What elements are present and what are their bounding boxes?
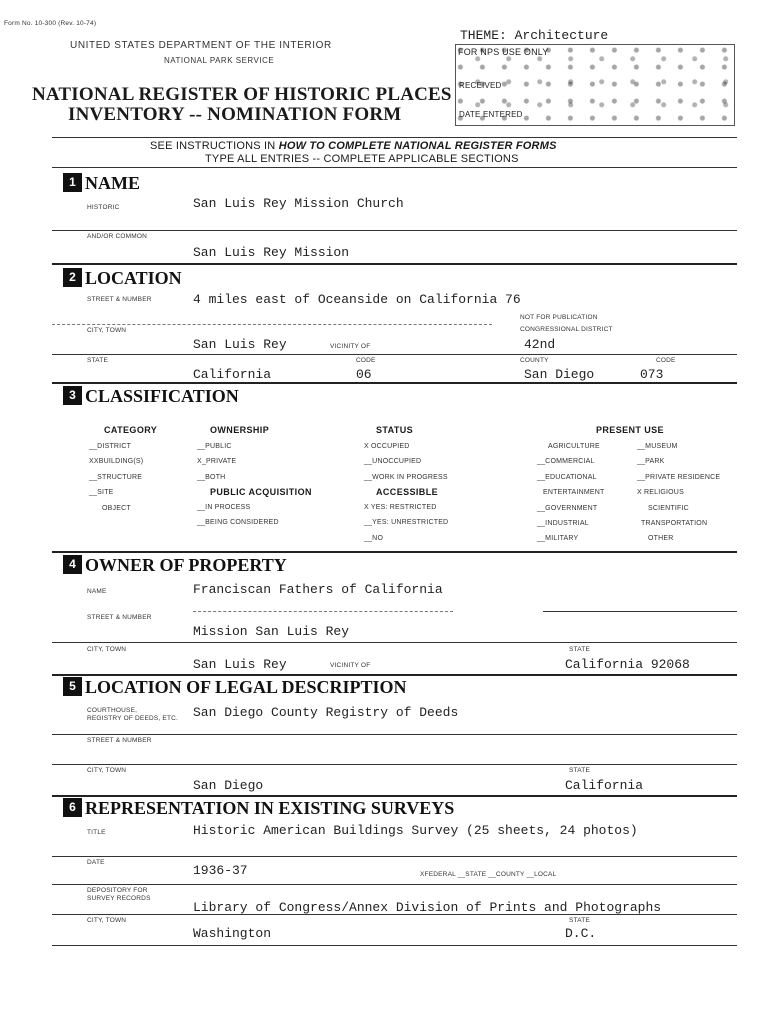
- instructions-italic: HOW TO COMPLETE NATIONAL REGISTER FORMS: [278, 140, 557, 152]
- present-use-item: __MILITARY: [537, 535, 579, 543]
- common-name-label: AND/OR COMMON: [87, 233, 148, 240]
- section-1-title: NAME: [85, 173, 140, 193]
- status-item: __UNOCCUPIED: [364, 458, 422, 466]
- owner-name-value: Franciscan Fathers of California: [193, 582, 443, 597]
- owner-street-label: STREET & NUMBER: [87, 614, 152, 621]
- present-use-item: __COMMERCIAL: [537, 458, 595, 466]
- nps-use-label: FOR NPS USE ONLY: [458, 47, 549, 57]
- category-item: __STRUCTURE: [89, 473, 143, 481]
- owner-vicinity-of: VICINITY OF: [330, 662, 371, 669]
- present-use-item: TRANSPORTATION: [641, 520, 708, 528]
- category-list: [89, 439, 143, 516]
- depository-value: Library of Congress/Annex Division of Prints and Photographs: [193, 900, 662, 915]
- acquisition-item: __IN PROCESS: [197, 504, 251, 511]
- section-1-number: 1: [63, 173, 82, 192]
- legal-state-label: STATE: [569, 767, 590, 774]
- owner-state-label: STATE: [569, 646, 590, 653]
- category-item: __DISTRICT: [89, 443, 132, 450]
- not-for-publication: NOT FOR PUBLICATION: [520, 314, 598, 321]
- acquisition-item: __BEING CONSIDERED: [197, 519, 279, 527]
- agency-line-1: UNITED STATES DEPARTMENT OF THE INTERIOR: [70, 40, 332, 51]
- section-6-title: REPRESENTATION IN EXISTING SURVEYS: [85, 798, 455, 818]
- code-value: 06: [356, 367, 372, 382]
- section-2-number: 2: [63, 268, 82, 287]
- district-value: 42nd: [524, 337, 556, 352]
- agency-line-2: NATIONAL PARK SERVICE: [164, 56, 275, 65]
- status-heading: STATUS: [376, 425, 414, 435]
- section-3-title: CLASSIFICATION: [85, 386, 239, 406]
- status-item: __WORK IN PROGRESS: [364, 473, 448, 481]
- accessible-item: __YES: UNRESTRICTED: [364, 519, 449, 527]
- section-4-number: 4: [63, 555, 82, 574]
- section-5-number: 5: [63, 677, 82, 696]
- present-use-item: __INDUSTRIAL: [537, 520, 589, 528]
- present-use-item: __GOVERNMENT: [537, 504, 598, 512]
- section-3-number: 3: [63, 386, 82, 405]
- present-use-right-list: [637, 439, 720, 547]
- category-item: OBJECT: [102, 504, 131, 512]
- survey-date-value: 1936-37: [193, 863, 248, 878]
- ownership-item: __PUBLIC: [197, 443, 232, 450]
- county-value: San Diego: [524, 367, 595, 382]
- legal-city-label: CITY, TOWN: [87, 767, 127, 774]
- survey-date-label: DATE: [87, 859, 105, 866]
- city-value: San Luis Rey: [193, 337, 287, 352]
- accessible-list: [364, 500, 448, 546]
- present-use-heading: PRESENT USE: [596, 425, 664, 435]
- historic-label: HISTORIC: [87, 204, 120, 211]
- survey-state-label: STATE: [569, 917, 590, 924]
- present-use-item: __PRIVATE RESIDENCE: [637, 473, 721, 481]
- owner-city-label: CITY, TOWN: [87, 646, 127, 653]
- section-5-header: [63, 677, 407, 698]
- date-entered-label: DATE ENTERED: [459, 110, 523, 119]
- courthouse-label-1: COURTHOUSE,: [87, 707, 138, 714]
- owner-city-value: San Luis Rey: [193, 657, 287, 672]
- nps-use-box: [455, 44, 735, 126]
- section-5-title: LOCATION OF LEGAL DESCRIPTION: [85, 677, 407, 697]
- category-item: __SITE: [89, 489, 114, 497]
- form-number: Form No. 10-300 (Rev. 10-74): [4, 20, 97, 27]
- state-value: California: [193, 367, 272, 382]
- section-4-title: OWNER OF PROPERTY: [85, 555, 287, 575]
- received-label: RECEIVED: [459, 81, 502, 90]
- accessible-item: X YES: RESTRICTED: [364, 504, 437, 511]
- section-6-header: [63, 798, 454, 819]
- theme-note: THEME: Architecture: [460, 28, 609, 43]
- ownership-heading: OWNERSHIP: [210, 425, 270, 435]
- status-item: X OCCUPIED: [364, 443, 410, 450]
- category-item: XXBUILDING(S): [89, 458, 144, 466]
- survey-city-label: CITY, TOWN: [87, 917, 127, 924]
- ownership-item: X_PRIVATE: [197, 458, 237, 466]
- status-list: [364, 439, 448, 485]
- section-1-header: [63, 173, 140, 194]
- owner-street-value: Mission San Luis Rey: [193, 624, 350, 639]
- vicinity-of: VICINITY OF: [330, 343, 371, 350]
- instructions-line-2: TYPE ALL ENTRIES -- COMPLETE APPLICABLE SECTIONS: [205, 153, 519, 165]
- code2-value: 073: [640, 367, 664, 382]
- present-use-item: SCIENTIFIC: [648, 504, 689, 512]
- depository-label-2: SURVEY RECORDS: [87, 895, 151, 902]
- historic-name-value: San Luis Rey Mission Church: [193, 196, 404, 211]
- section-2-header: [63, 268, 182, 289]
- accessible-item: __NO: [364, 534, 384, 542]
- county-label: COUNTY: [520, 357, 549, 364]
- instructions-prefix: SEE INSTRUCTIONS IN: [150, 140, 279, 152]
- accessible-heading: ACCESSIBLE: [376, 487, 439, 497]
- present-use-item: OTHER: [648, 535, 674, 543]
- owner-name-label: NAME: [87, 588, 107, 595]
- legal-street-label: STREET & NUMBER: [87, 737, 152, 744]
- code-label: CODE: [356, 357, 376, 364]
- owner-state-value: California 92068: [565, 657, 690, 672]
- present-use-item: X RELIGIOUS: [637, 489, 684, 497]
- courthouse-value: San Diego County Registry of Deeds: [193, 705, 459, 720]
- form-title-2: INVENTORY -- NOMINATION FORM: [68, 104, 402, 125]
- ownership-list: [197, 439, 236, 485]
- survey-state-value: D.C.: [565, 926, 597, 941]
- street-label: STREET & NUMBER: [87, 296, 152, 303]
- congressional-district-label: CONGRESSIONAL DISTRICT: [520, 326, 613, 333]
- instructions-line-1: [150, 140, 557, 152]
- form-title-1: NATIONAL REGISTER OF HISTORIC PLACES: [32, 84, 452, 105]
- depository-label-1: DEPOSITORY FOR: [87, 887, 148, 894]
- present-use-item: __PARK: [637, 458, 665, 466]
- survey-title-label: TITLE: [87, 829, 106, 836]
- survey-city-value: Washington: [193, 926, 272, 941]
- common-name-value: San Luis Rey Mission: [193, 245, 350, 260]
- legal-state-value: California: [565, 778, 644, 793]
- present-use-item: __EDUCATIONAL: [537, 473, 597, 481]
- category-heading: CATEGORY: [104, 425, 158, 435]
- present-use-item: AGRICULTURE: [548, 443, 600, 450]
- courthouse-label-2: REGISTRY OF DEEDS, ETC.: [87, 715, 179, 722]
- acquisition-list: [197, 500, 279, 531]
- section-2-title: LOCATION: [85, 268, 182, 288]
- present-use-item: ENTERTAINMENT: [543, 489, 605, 497]
- street-value: 4 miles east of Oceanside on California 76: [193, 292, 521, 307]
- survey-levels: XFEDERAL __STATE __COUNTY __LOCAL: [420, 871, 557, 878]
- code2-label: CODE: [656, 357, 676, 364]
- section-4-header: [63, 555, 287, 576]
- section-3-header: [63, 386, 239, 407]
- state-label: STATE: [87, 357, 108, 364]
- survey-title-value: Historic American Buildings Survey (25 sheets, 24 photos): [193, 823, 638, 838]
- present-use-item: __MUSEUM: [637, 443, 678, 450]
- city-label: CITY, TOWN: [87, 327, 127, 334]
- present-use-left-list: [537, 439, 604, 547]
- section-6-number: 6: [63, 798, 82, 817]
- legal-city-value: San Diego: [193, 778, 264, 793]
- ownership-item: __BOTH: [197, 473, 226, 481]
- public-acquisition-heading: PUBLIC ACQUISITION: [210, 487, 312, 497]
